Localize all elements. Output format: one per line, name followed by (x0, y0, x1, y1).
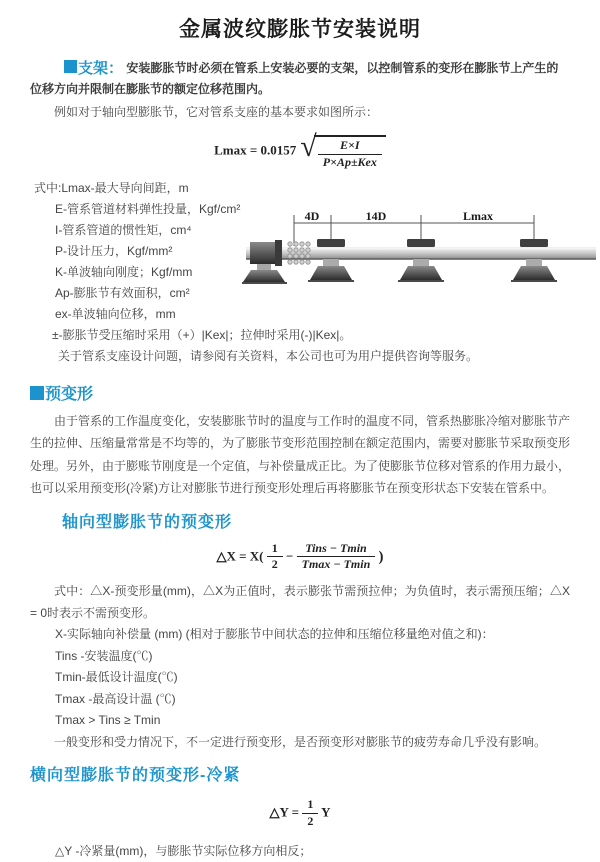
axial-def-line: Tmin-最低设计温度(℃) (55, 670, 178, 685)
minus-sign: − (285, 547, 294, 563)
pipe-support-diagram (242, 209, 598, 304)
preform-heading-text: 预变形 (45, 385, 94, 403)
lateral-subheading: 横向型膨胀节的预变形-冷紧 (30, 767, 241, 785)
anchor-support (242, 240, 287, 284)
definition-line: 式中:Lmax-最大导向间距，m (34, 180, 189, 195)
temperature-fraction: $\frac{\text{Tins − Tmin}}{Tmax - Tmin}$ (297, 542, 376, 573)
axial-formula (30, 542, 570, 573)
blue-square-bullet-icon (64, 60, 77, 73)
definition-line: Ap-膨胀节有效面积，cm² (55, 285, 190, 300)
page-title: 金属波纹膨胀节安装说明 (179, 18, 421, 41)
support-heading: 支架： (78, 60, 124, 77)
lateral-formula-rhs: Y (321, 804, 331, 820)
lateral-formula (30, 798, 570, 829)
preform-paragraph: 由于管系的工作温度变化，安装膨胀节时的温度与工作时的温度不同，管系热膨胀冷缩对膨胀节产生的拉伸、压缩量常常是不均等的，为了膨胀节变形范围控制在额定范围内，需要对膨胀节采取预变形处理。另外，由于膨账节刚度是一个定值，与补偿量成正比。为了使膨胀节位移对管系的作用力最小，也可以采用预变形(冷紧)方让对膨胀节进行预变形处理后再将膨胀节在预变形状态下安装在管系中。 (30, 413, 571, 496)
dim-label-4d: 4D (304, 208, 320, 223)
radical-group (300, 130, 386, 170)
definition-line: K-单波轴向刚度；Kgf/mm (55, 264, 193, 279)
axial-formula-rhs: ) (378, 548, 384, 565)
axial-def-line: Tins -安装温度(℃) (55, 648, 153, 663)
lateral-formula-lhs: △Y = (269, 804, 303, 820)
axial-def-line: Tmax -最高设计温 (℃) (55, 691, 176, 706)
definition-line: 关于管系支座设计问题，请参阅有关资料，本公司也可为用户提供咨询等服务。 (58, 348, 479, 363)
definition-line: E-管系管道材料弹性投量，Kgf/cm² (55, 201, 241, 216)
lateral-def-line: △Y -冷紧量(mm)，与膨胀节实际位移方向相反； (55, 843, 312, 858)
lmax-formula (30, 130, 570, 170)
definition-line: I-管系管道的惯性矩，cm⁴ (55, 222, 192, 237)
lmax-fraction: $\frac{E\times I}{\text{P×Ap±Kex}}$ (318, 139, 382, 170)
support-example-line: 例如对于轴向型膨胀节，它对管系支座的基本要求如图所示： (54, 105, 379, 119)
axial-def-line: 式中：△X-预变形量(mm)，△X为正值时，表示膨张节需预拉伸；为负值时，表示需预压缩；△X = 0时表示不需预变形。 (30, 584, 570, 620)
definition-line: ±-膨胀节受压缩时采用（+）|Kex|；拉伸时采用(-)|Kex|。 (52, 327, 352, 342)
dim-label-14d: 14D (365, 208, 387, 223)
support-intro-text: 安装膨胀节时必须在管系上安装必要的支架，以控制管系的变形在膨胀节上产生的位移方向并限制在膨胀节的额定位移范围内。 (30, 61, 559, 96)
definition-line: ex-单波轴向位移，mm (55, 306, 176, 321)
axial-subheading: 轴向型膨胀节的预变形 (62, 513, 233, 531)
sliding-support (398, 239, 444, 282)
sliding-support (511, 239, 557, 282)
definition-line: P-设计压力，Kgf/mm² (55, 243, 173, 258)
axial-note-line: 一般变形和受力情况下，不一定进行预变形，是否预变形对膨胀节的疲劳寿命几乎没有影响。 (54, 734, 547, 749)
definitions-and-diagram (30, 178, 570, 367)
axial-def-line: X-实际轴向补偿量 (mm) (相对于膨胀节中间状态的拉伸和压缩位移量绝对值之和)： (55, 627, 494, 642)
half-fraction: $\frac{1}{2}$ (267, 542, 283, 573)
half-fraction: $\frac{1}{2}$ (302, 798, 318, 829)
radical-sign: √ (300, 130, 317, 163)
axial-def-line: Tmax > Tins ≥ Tmin (55, 713, 161, 728)
preform-section-heading (30, 381, 570, 404)
dim-label-lmax: Lmax (463, 208, 493, 223)
axial-formula-lhs: △X = X( (216, 547, 264, 563)
support-intro-paragraph (30, 58, 570, 100)
sliding-support (308, 239, 354, 282)
blue-square-bullet-icon (30, 386, 44, 400)
lmax-formula-lhs: Lmax = 0.0157 (214, 142, 297, 158)
